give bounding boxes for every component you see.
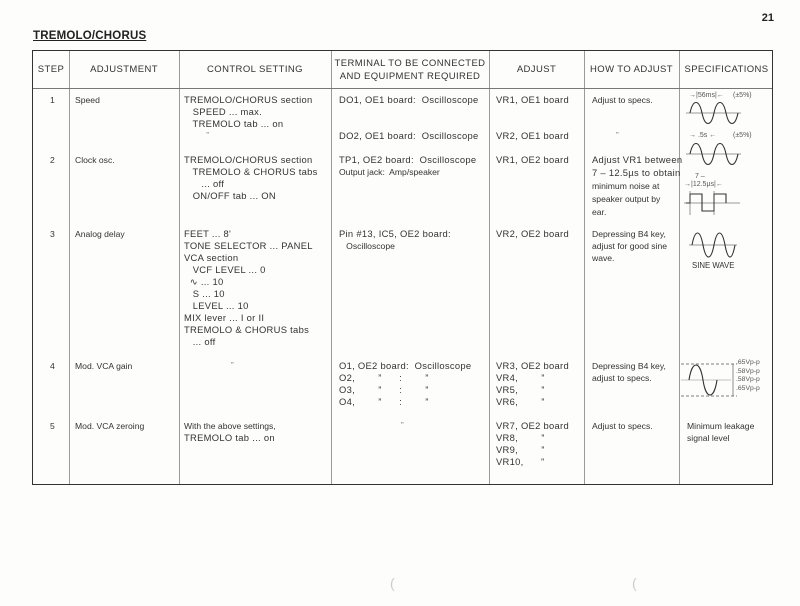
spec2-label: →|12.5µs|← (684, 181, 723, 188)
row1-terminal-1: DO1, OE1 board: Oscilloscope (339, 94, 479, 105)
spec1a-label: →|56ms|← (689, 92, 724, 99)
row3-control-3: VCA section (184, 252, 239, 263)
spec2-label-top: 7 – (695, 173, 705, 180)
row4-terminal-2: O2, ” : ” (339, 372, 429, 383)
row5-adjust-2: VR8, ” (496, 432, 545, 443)
sine-wave-icon (689, 231, 737, 259)
row5-spec-1: Minimum leakage (687, 421, 755, 431)
row1-step: 1 (50, 95, 55, 105)
row4-adjust-2: VR4, ” (496, 372, 545, 383)
sine-wave-5s-icon (686, 142, 741, 166)
row1-adjust-2: VR2, OE1 board (496, 130, 569, 141)
row3-control-7: LEVEL ... 10 (184, 300, 249, 311)
row2-how-4: speaker output by (592, 194, 661, 204)
section-title: TREMOLO/CHORUS (33, 30, 147, 42)
row1-adjust-1: VR1, OE1 board (496, 94, 569, 105)
row3-control-9: TREMOLO & CHORUS tabs (184, 324, 310, 335)
row2-control-1: TREMOLO/CHORUS section (184, 154, 313, 165)
row1-adjustment: Speed (75, 95, 100, 105)
row1-how-2: ” (616, 131, 619, 140)
spec1b-tolerance: (±5%) (733, 132, 752, 139)
scan-mark: ( (632, 575, 637, 591)
spec4-levels: .65Vp-p .58Vp-p .58Vp-p .65Vp-p (736, 359, 760, 392)
row5-control-1: With the above settings, (184, 421, 276, 431)
row3-how-3: wave. (592, 253, 615, 263)
row5-spec-2: signal level (687, 433, 730, 443)
row2-how-1: Adjust VR1 between (592, 154, 683, 165)
sine-wave-caption: SINE WAVE (692, 261, 735, 270)
row4-adjust-4: VR6, ” (496, 396, 545, 407)
row2-control-3: ... off (184, 178, 225, 189)
row3-control-10: ... off (184, 336, 216, 347)
row4-terminal-4: O4, ” : ” (339, 396, 429, 407)
row2-step: 2 (50, 155, 55, 165)
row1-how-1: Adjust to specs. (592, 95, 653, 105)
row4-terminal-3: O3, ” : ” (339, 384, 429, 395)
row3-how-2: adjust for good sine (592, 241, 668, 251)
row4-adjust-1: VR3, OE2 board (496, 360, 569, 371)
header-step: STEP (37, 64, 65, 75)
header-divider (33, 88, 772, 89)
header-adjust: ADJUST (516, 64, 557, 75)
scan-mark: ( (390, 575, 395, 591)
row5-adjustment: Mod. VCA zeroing (75, 421, 145, 431)
row5-terminal-1: ” (401, 421, 404, 430)
row4-control-1: ” (231, 361, 234, 370)
row2-how-2: 7 – 12.5µs to obtain (592, 167, 681, 178)
row2-adjustment: Clock osc. (75, 155, 115, 165)
spec1b-label: → .5s ← (689, 132, 717, 139)
row3-step: 3 (50, 229, 55, 239)
row1-control-2: SPEED ... max. (184, 106, 263, 117)
row3-control-6: S ... 10 (184, 288, 225, 299)
row3-control-4: VCF LEVEL ... 0 (184, 264, 266, 275)
row3-how-1: Depressing B4 key, (592, 229, 666, 239)
row5-adjust-1: VR7, OE2 board (496, 420, 569, 431)
square-wave-icon (684, 191, 740, 215)
row1-control-1: TREMOLO/CHORUS section (184, 94, 313, 105)
header-adjustment: ADJUSTMENT (90, 64, 158, 75)
row3-control-5: ∿ ... 10 (184, 276, 224, 287)
row1-control-3: TREMOLO tab ... on (184, 118, 284, 129)
row2-terminal-2: Output jack: Amp/speaker (339, 167, 440, 177)
row5-adjust-4: VR10, ” (496, 456, 545, 467)
row3-control-8: MIX lever ... I or II (184, 312, 265, 323)
row3-adjustment: Analog delay (75, 229, 125, 239)
row3-adjust-1: VR2, OE2 board (496, 228, 569, 239)
sine-wave-56ms-icon (686, 101, 741, 125)
header-terminal (331, 51, 489, 88)
header-terminal-line2: AND EQUIPMENT REQUIRED (339, 70, 481, 82)
row4-how-2: adjust to specs. (592, 373, 652, 383)
adjustment-table (32, 50, 773, 485)
page-number: 21 (761, 12, 774, 24)
col-divider (179, 51, 180, 484)
row2-adjust-1: VR1, OE2 board (496, 154, 569, 165)
row3-control-1: FEET ... 8' (184, 228, 232, 239)
row1-control-4: ” (184, 131, 209, 140)
header-control-setting: CONTROL SETTING (207, 64, 303, 75)
col-divider (331, 51, 332, 484)
row5-how-1: Adjust to specs. (592, 421, 653, 431)
header-how-to-adjust: HOW TO ADJUST (590, 64, 673, 75)
row4-how-1: Depressing B4 key, (592, 361, 666, 371)
row2-control-2: TREMOLO & CHORUS tabs (184, 166, 318, 177)
row4-adjust-3: VR5, ” (496, 384, 545, 395)
row1-terminal-2: DO2, OE1 board: Oscilloscope (339, 130, 479, 141)
col-divider (584, 51, 585, 484)
row2-control-4: ON/OFF tab ... ON (184, 190, 276, 201)
row4-terminal-1: O1, OE2 board: Oscilloscope (339, 360, 472, 371)
row4-adjustment: Mod. VCA gain (75, 361, 133, 371)
row2-terminal-1: TP1, OE2 board: Oscilloscope (339, 154, 477, 165)
row4-step: 4 (50, 361, 55, 371)
row3-terminal-1: Pin #13, IC5, OE2 board: (339, 228, 451, 239)
header-terminal-line1: TERMINAL TO BE CONNECTED (334, 57, 486, 69)
col-divider (679, 51, 680, 484)
row2-how-5: ear. (592, 207, 607, 217)
row5-step: 5 (50, 421, 55, 431)
row2-how-3: minimum noise at (592, 181, 660, 191)
row5-control-2: TREMOLO tab ... on (184, 432, 275, 443)
row3-terminal-2: Oscilloscope (339, 241, 395, 251)
header-specifications: SPECIFICATIONS (684, 64, 769, 75)
row5-adjust-3: VR9, ” (496, 444, 545, 455)
row3-control-2: TONE SELECTOR ... PANEL (184, 240, 313, 251)
col-divider (489, 51, 490, 484)
col-divider (69, 51, 70, 484)
spec1a-tolerance: (±5%) (733, 92, 752, 99)
sine-wave-levels-icon (681, 362, 737, 398)
